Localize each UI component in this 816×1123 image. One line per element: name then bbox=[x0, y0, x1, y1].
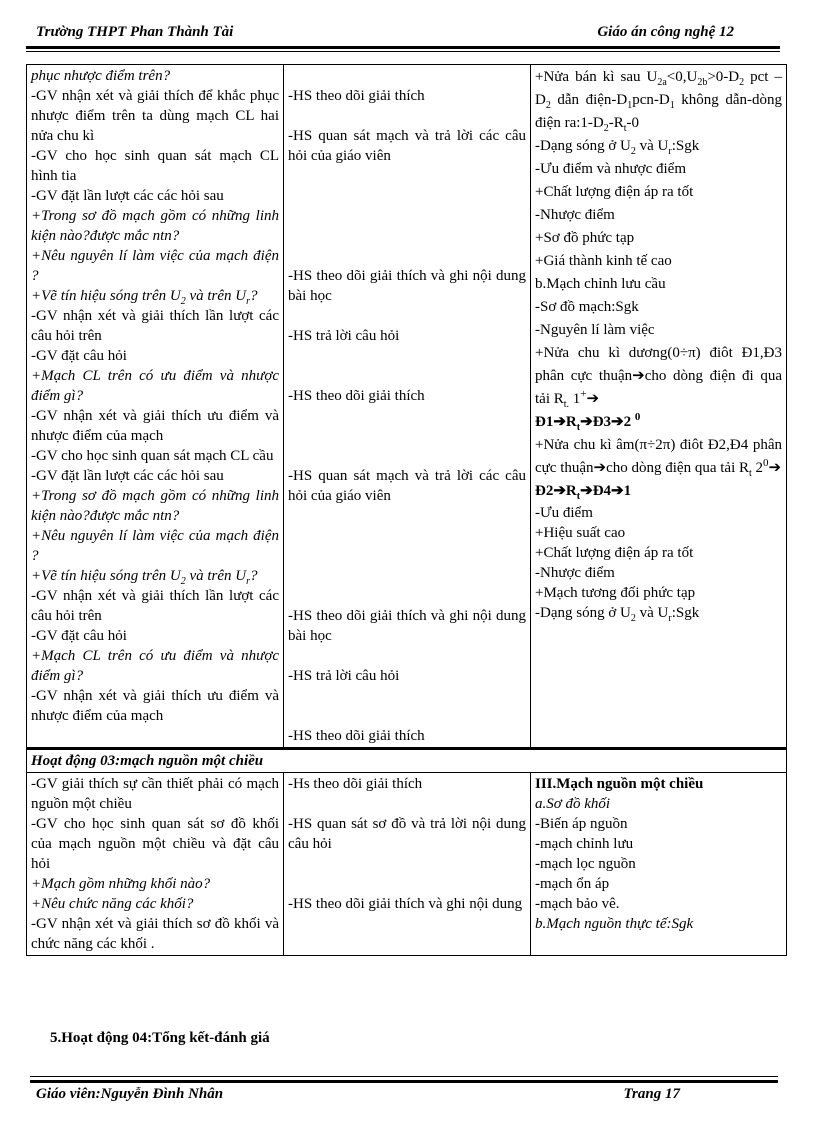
text-line: a.Sơ đồ khối bbox=[535, 796, 611, 812]
page-number: Trang 17 bbox=[623, 1086, 680, 1102]
subject-name: Giáo án công nghệ 12 bbox=[597, 24, 734, 40]
footer-rule-thick bbox=[30, 1080, 778, 1083]
text-line: -GV nhận xét và giải thích ưu điểm và nhược điểm của mạch bbox=[31, 408, 279, 444]
arrow-icon: ➔ bbox=[553, 483, 566, 499]
text-line: -Nguyên lí làm việc bbox=[535, 322, 655, 338]
text-line: -HS quan sát mạch và trả lời các câu hỏi của giáo viên bbox=[288, 468, 526, 504]
text-line: +Nửa bán kì sau $U_{2a}<0,U_{2b}>0-D_2$ pct $-D_2$ dẫn điện-$D_1pcn-D_1$ không dẫn-dòng điện $ra:1-D_2-R_t-0$ bbox=[535, 69, 782, 134]
text-line: -HS quan sát mạch và trả lời các câu hỏi của giáo viên bbox=[288, 128, 526, 164]
lesson-table bbox=[26, 64, 787, 956]
text-line: -Dạng sóng ở $U_2$ và $U_r:Sgk$ bbox=[535, 605, 700, 624]
content-cell bbox=[531, 65, 787, 749]
text-line: +Mạch gồm những khối nào? bbox=[31, 876, 211, 892]
text-line: +Chất lượng điện áp ra tốt bbox=[535, 184, 694, 200]
text-line: +Sơ đồ phức tạp bbox=[535, 230, 635, 246]
arrow-icon: ➔ bbox=[611, 414, 624, 430]
student-activity-cell bbox=[284, 65, 531, 749]
text-line: -GV nhận xét và giải thích ưu điểm và nhược điểm của mạch bbox=[31, 688, 279, 724]
text-line: -HS trả lời câu hỏi bbox=[288, 328, 400, 344]
text-line: +Nêu nguyên lí làm việc của mạch điện ? bbox=[31, 528, 279, 564]
header-rule-thick bbox=[26, 46, 780, 49]
text-line: b.Mạch nguồn thực tế:Sgk bbox=[535, 916, 694, 932]
text-line: -GV đặt câu hỏi bbox=[31, 628, 127, 644]
text-line: -Biến áp nguồn bbox=[535, 816, 628, 832]
text-line: -GV đặt lần lượt các các hỏi sau bbox=[31, 468, 224, 484]
footer-rule-thin bbox=[30, 1076, 778, 1077]
text-line: b.Mạch chỉnh lưu cầu bbox=[535, 276, 666, 292]
text-line: -Dạng sóng ở $U_2$ và $U_r:Sgk$ bbox=[535, 138, 700, 157]
text-line: +Hiệu suất cao bbox=[535, 525, 626, 541]
text-line: $Đ1➔R_t➔Đ3➔2$ $^0$ bbox=[535, 411, 641, 433]
arrow-icon: ➔ bbox=[611, 483, 624, 499]
text-line: -GV nhận xét và giải thích sơ đồ khối và chức năng các khối . bbox=[31, 916, 279, 952]
text-line: -HS theo dõi giải thích và ghi nội dung bbox=[288, 896, 523, 912]
text-line: -HS theo dõi giải thích bbox=[288, 728, 425, 744]
table-row bbox=[27, 773, 787, 956]
text-line: -mạch ổn áp bbox=[535, 876, 610, 892]
text-line: -GV nhận xét và giải thích lần lượt các câu hỏi trên bbox=[31, 588, 279, 624]
text-line: +Nửa chu kì dương(0÷π) điôt Đ1,Đ3 phân cực thuận➔cho dòng điện đi qua tải $R_{t.}$ 1+➔ bbox=[535, 345, 782, 410]
arrow-icon: ➔ bbox=[586, 391, 600, 407]
table-row bbox=[27, 65, 787, 749]
arrow-icon: ➔ bbox=[632, 368, 645, 384]
text-line: +Nêu nguyên lí làm việc của mạch điện ? bbox=[31, 248, 279, 284]
text-line: -GV nhận xét và giải thích lần lượt các câu hỏi trên bbox=[31, 308, 279, 344]
text-line: -GV đặt câu hỏi bbox=[31, 348, 127, 364]
content-cell bbox=[531, 773, 787, 956]
arrow-icon: ➔ bbox=[768, 460, 782, 476]
section-title: III.Mạch nguồn một chiều bbox=[535, 776, 704, 792]
text-line: -GV cho học sinh quan sát mạch CL hình tia bbox=[31, 148, 279, 184]
activity-heading: Hoạt động 03:mạch nguồn một chiều bbox=[27, 749, 787, 773]
text-line: phục nhược điểm trên? bbox=[31, 68, 171, 84]
text-line: $Đ2➔R_t➔Đ4➔1$ bbox=[535, 483, 632, 502]
text-line: +Trong sơ đồ mạch gồm có những linh kiện nào?được mắc ntn? bbox=[31, 488, 279, 524]
text-line: -GV đặt lần lượt các các hỏi sau bbox=[31, 188, 224, 204]
text-line: +Vẽ tín hiệu sóng trên $U_2$ và trên $U_r$? bbox=[31, 568, 258, 587]
teacher-name: Giáo viên:Nguyễn Đình Nhân bbox=[36, 1086, 224, 1102]
teacher-activity-cell bbox=[27, 773, 284, 956]
text-line: -HS quan sát sơ đồ và trả lời nội dung câu hỏi bbox=[288, 816, 526, 852]
section-5-heading: 5.Hoạt động 04:Tổng kết-đánh giá bbox=[50, 1030, 270, 1046]
text-line: -HS theo dõi giải thích bbox=[288, 388, 425, 404]
text-line: -Nhược điểm bbox=[535, 207, 615, 223]
school-name: Trường THPT Phan Thành Tài bbox=[36, 24, 234, 40]
text-line: -mạch chỉnh lưu bbox=[535, 836, 634, 852]
header-rule-thin bbox=[26, 51, 780, 52]
text-line: -GV cho học sinh quan sát sơ đồ khối của mạch nguồn một chiều và đặt câu hỏi bbox=[31, 816, 279, 872]
text-line: -HS theo dõi giải thích và ghi nội dung bài học bbox=[288, 268, 526, 304]
table-row bbox=[27, 749, 787, 773]
arrow-icon: ➔ bbox=[580, 483, 593, 499]
text-line: +Giá thành kinh tế cao bbox=[535, 253, 672, 269]
student-activity-cell bbox=[284, 773, 531, 956]
text-line: -HS trả lời câu hỏi bbox=[288, 668, 400, 684]
text-line: -GV giải thích sự cần thiết phải có mạch nguồn một chiều bbox=[31, 776, 279, 812]
teacher-activity-cell bbox=[27, 65, 284, 749]
text-line: +Chất lượng điện áp ra tốt bbox=[535, 545, 694, 561]
text-line: -Ưu điểm và nhược điểm bbox=[535, 161, 686, 177]
page-header bbox=[36, 24, 778, 46]
text-line: +Nêu chức năng các khối? bbox=[31, 896, 194, 912]
text-line: -Nhược điểm bbox=[535, 565, 615, 581]
text-line: -mạch bảo vê. bbox=[535, 896, 620, 912]
arrow-icon: ➔ bbox=[580, 414, 593, 430]
text-line: -HS theo dõi giải thích và ghi nội dung bài học bbox=[288, 608, 526, 644]
text-line: -GV cho học sinh quan sát mạch CL cầu bbox=[31, 448, 274, 464]
text-line: +Nửa chu kì âm(π÷2π) điôt Đ2,Đ4 phân cực thuận➔cho dòng điện qua tải $R_t$ $2^0➔$ bbox=[535, 437, 782, 479]
text-line: -Hs theo dõi giải thích bbox=[288, 776, 423, 792]
text-line: +Trong sơ đồ mạch gồm có những linh kiện nào?được mắc ntn? bbox=[31, 208, 279, 244]
arrow-icon: ➔ bbox=[553, 414, 566, 430]
text-line: -GV nhận xét và giải thích để khắc phục nhược điểm trên ta dùng mạch CL hai nửa chu kì bbox=[31, 88, 279, 144]
text-line: -mạch lọc nguồn bbox=[535, 856, 636, 872]
text-line: -HS theo dõi giải thích bbox=[288, 88, 425, 104]
text-line: -Ưu điểm bbox=[535, 505, 593, 521]
text-line: +Mạch CL trên có ưu điểm và nhược điểm gì? bbox=[31, 368, 279, 404]
arrow-icon: ➔ bbox=[593, 460, 607, 476]
text-line: +Mạch tương đối phức tạp bbox=[535, 585, 696, 601]
text-line: +Mạch CL trên có ưu điểm và nhược điểm gì? bbox=[31, 648, 279, 684]
text-line: -Sơ đồ mạch:Sgk bbox=[535, 299, 639, 315]
text-line: +Vẽ tín hiệu sóng trên $U_2$ và trên $U_r$? bbox=[31, 288, 258, 307]
